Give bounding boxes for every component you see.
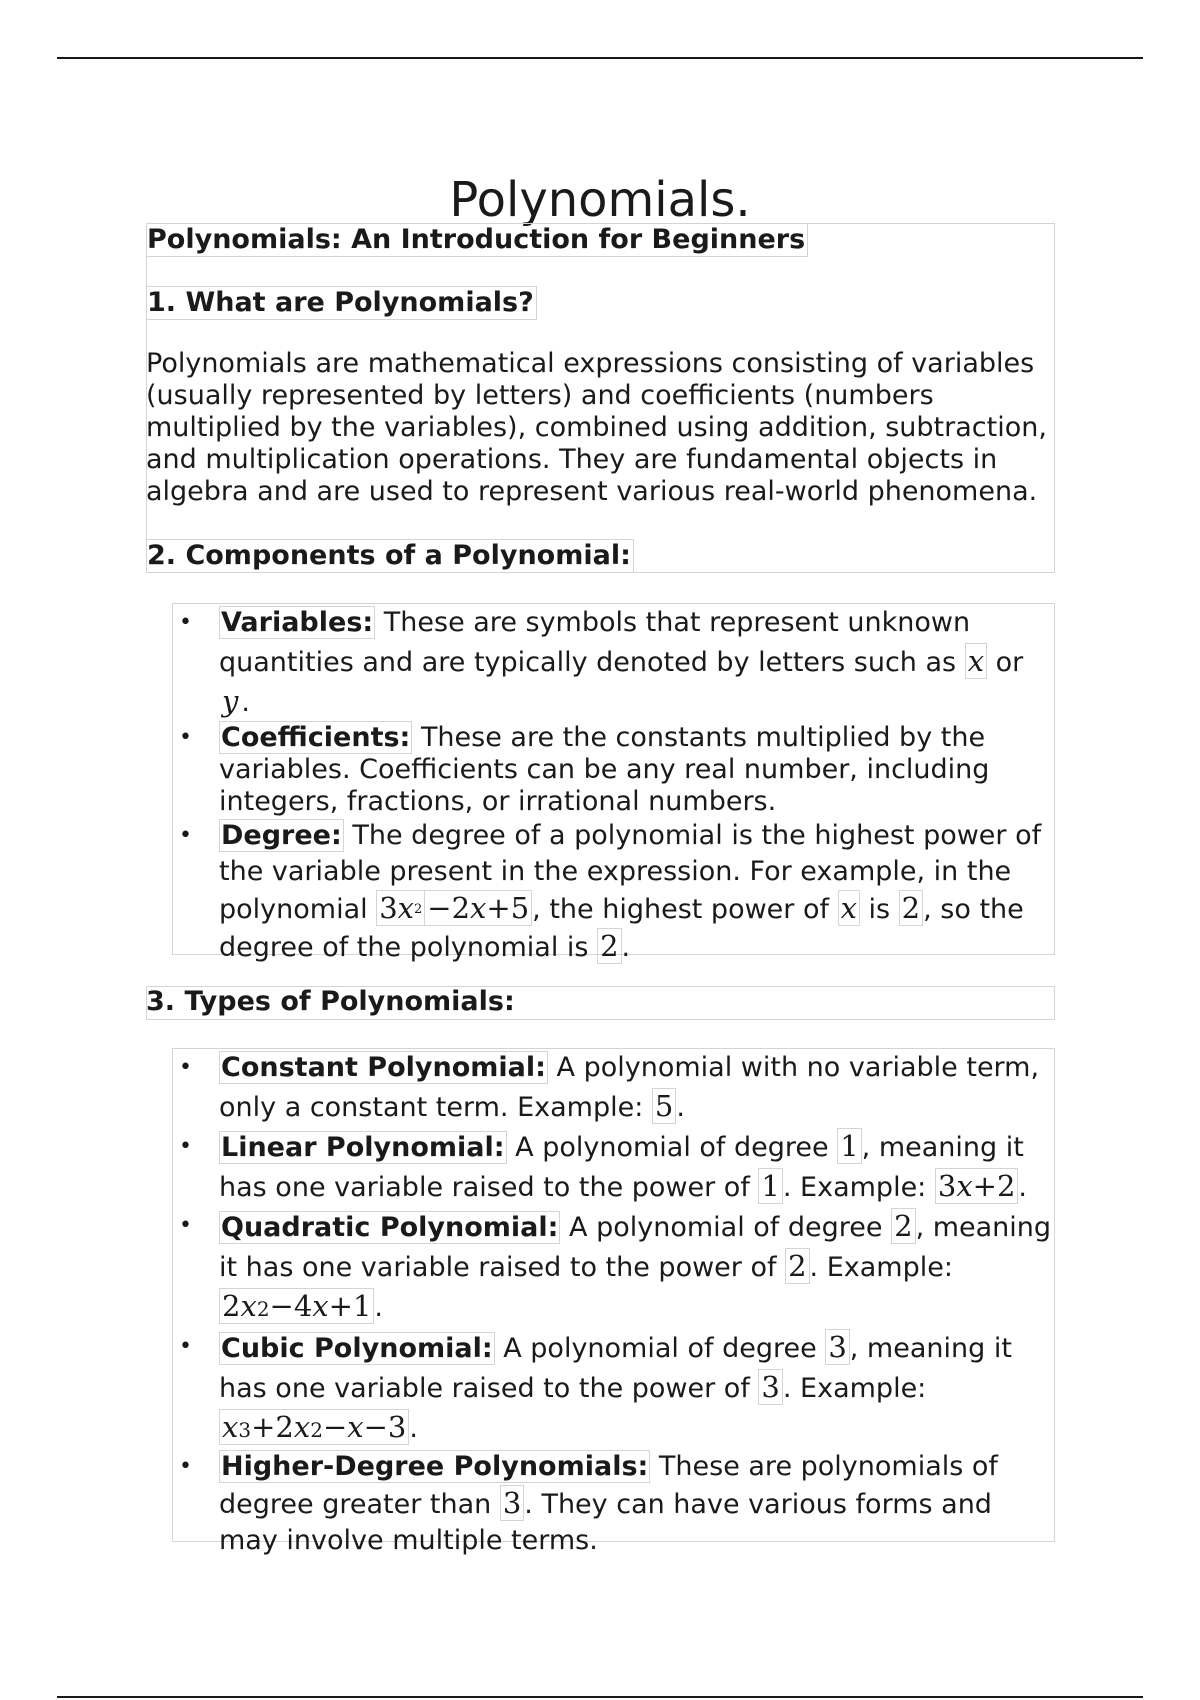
coefficients-text: These are the constants multiplied by the variables. Coefficients can be any real number, including integers, fractions, or irrational numbers.	[219, 722, 990, 817]
variables-period: .	[241, 687, 250, 718]
types-heading-wrap	[146, 986, 517, 1018]
components-list	[173, 604, 1054, 966]
degree-period: .	[621, 932, 631, 963]
higher-text: These are polynomials of degree greater than	[219, 1451, 998, 1520]
types-heading: 3. Types of Polynomials:	[146, 986, 515, 1017]
list-item	[173, 722, 1054, 818]
math-1: 1	[837, 1128, 861, 1164]
cubic-text-b: , meaning it has one variable raised to the power of	[219, 1333, 1012, 1404]
linear-text: A polynomial of degree	[506, 1132, 838, 1163]
bullet-icon: •	[179, 1334, 192, 1359]
bullet-icon: •	[179, 1454, 192, 1479]
list-item	[173, 1449, 1054, 1559]
linear-text-c: . Example:	[782, 1172, 935, 1203]
cubic-period: .	[409, 1413, 418, 1444]
degree-text-d: , so the degree of the polynomial is	[219, 894, 1024, 963]
higher-text-b: . They can have various forms and may involve multiple terms.	[219, 1489, 992, 1556]
quadratic-label: Quadratic Polynomial:	[221, 1212, 559, 1243]
section2-heading: 2. Components of a Polynomial:	[146, 539, 634, 573]
section1-heading-wrap	[146, 286, 537, 320]
cubic-text: A polynomial of degree	[494, 1333, 826, 1364]
degree-label: Degree:	[221, 820, 342, 851]
page-title: Polynomials.	[449, 172, 751, 229]
math-y: y	[219, 683, 241, 719]
list-item	[173, 1127, 1054, 1207]
math-1: 1	[758, 1168, 782, 1204]
linear-text-b: , meaning it has one variable raised to the power of	[219, 1132, 1024, 1203]
list-item	[173, 1049, 1054, 1127]
list-item	[173, 1328, 1054, 1449]
intro-heading: Polynomials: An Introduction for Beginners	[146, 223, 808, 257]
types-list	[173, 1049, 1054, 1559]
math-3: 3	[825, 1329, 849, 1365]
types-list-box	[172, 1048, 1055, 1556]
bullet-icon: •	[179, 725, 192, 750]
math-2: 2	[891, 1208, 915, 1244]
bullet-icon: •	[179, 1134, 192, 1159]
quadratic-text-b: , meaning it has one variable raised to the power of	[219, 1212, 1052, 1283]
cubic-label: Cubic Polynomial:	[221, 1333, 493, 1364]
constant-period: .	[676, 1092, 685, 1123]
bullet-icon: •	[179, 823, 192, 848]
top-rule	[57, 57, 1143, 59]
intro-heading-wrap	[146, 223, 808, 257]
section1-paragraph: Polynomials are mathematical expressions consisting of variables (usually represented by letters) and coefficients (numbers multiplied by the variables), combined using addition, subtraction, and multiplication operations. They are fundamental objects in algebra and are used to represent various real-world phenomena.	[146, 348, 1047, 507]
math-5: 5	[652, 1088, 676, 1124]
degree-text-c: is	[859, 894, 899, 925]
linear-period: .	[1018, 1172, 1028, 1203]
math-expression: 2x2−4x+1	[219, 1288, 374, 1324]
variables-text-or: or	[987, 647, 1024, 678]
list-item	[173, 1207, 1054, 1328]
math-x: x	[838, 890, 860, 926]
variables-label: Variables:	[221, 607, 374, 638]
math-2: 2	[785, 1248, 809, 1284]
math-3: 3	[758, 1369, 782, 1405]
coefficients-label: Coefficients:	[221, 722, 411, 753]
math-2: 2	[597, 928, 621, 964]
bullet-icon: •	[179, 1055, 192, 1080]
math-expression-rest: −2x+5	[425, 890, 532, 926]
list-item	[173, 818, 1054, 966]
linear-label: Linear Polynomial:	[221, 1132, 505, 1163]
math-x: x	[965, 643, 987, 679]
math-2: 2	[899, 890, 923, 926]
bottom-rule	[57, 1696, 1143, 1698]
components-list-box	[172, 603, 1055, 963]
math-expression: x3+2x2−x−3	[219, 1409, 409, 1445]
math-3: 3	[500, 1485, 524, 1521]
list-item	[173, 604, 1054, 722]
quadratic-text-c: . Example:	[809, 1252, 953, 1283]
variables-text: These are symbols that represent unknown quantities and are typically denoted by letters such as	[219, 607, 971, 678]
math-expression: 3x+2	[935, 1168, 1019, 1204]
section1-heading: 1. What are Polynomials?	[146, 286, 537, 320]
degree-text: The degree of a polynomial is the highest power of the variable present in the expression. For example, in the polynomial	[219, 820, 1042, 925]
math-expression: $3x^2$	[376, 890, 425, 926]
degree-text-b: , the highest power of	[532, 894, 838, 925]
quadratic-text: A polynomial of degree	[560, 1212, 892, 1243]
constant-label: Constant Polynomial:	[221, 1052, 546, 1083]
bullet-icon: •	[179, 610, 192, 635]
higher-label: Higher-Degree Polynomials:	[221, 1451, 649, 1482]
bullet-icon: •	[179, 1213, 192, 1238]
quadratic-period: .	[374, 1292, 383, 1323]
cubic-text-c: . Example:	[782, 1373, 927, 1404]
constant-text: A polynomial with no variable term, only a constant term. Example:	[219, 1052, 1040, 1123]
section2-heading-wrap	[146, 539, 634, 573]
